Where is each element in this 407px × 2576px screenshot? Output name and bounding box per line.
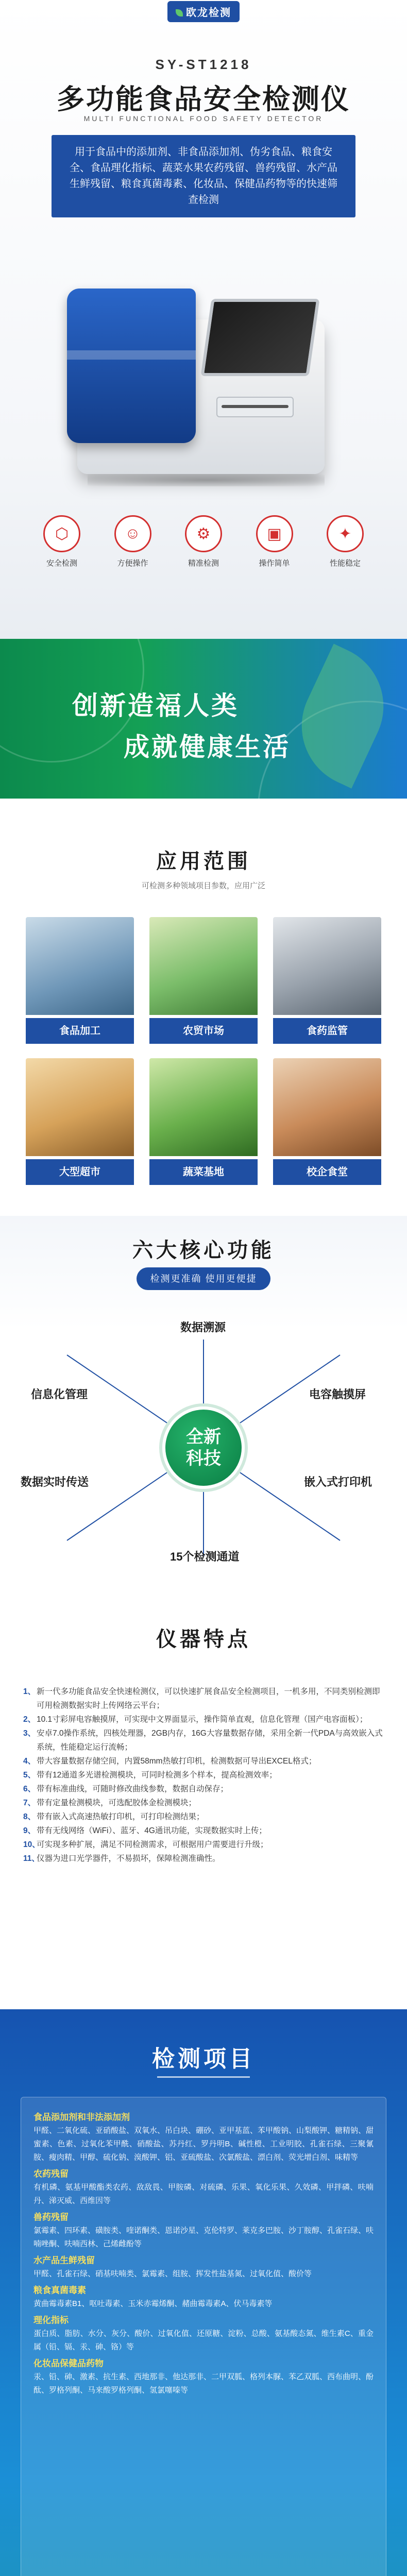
feature-text: 安卓7.0操作系统，四核处理器，2GB内存，16G大容量数据存储，采用全新一代PDA与高效嵌入式系统，性能稳定运行流畅； xyxy=(37,1729,383,1752)
app-card-farmers-market xyxy=(149,917,258,1046)
list-item: 2、 10.1寸彩屏电容触摸屏，可实现中文界面显示，操作简单直观，信息化管理（国产电容面板）； xyxy=(23,1715,368,1724)
photo-canteen xyxy=(273,1058,381,1156)
test-category-name: 农药残留 xyxy=(33,2169,69,2179)
instrument-title: 仪器特点 xyxy=(156,1628,251,1651)
node-realtime-upload: 数据实时传送 xyxy=(21,1476,89,1488)
feature-text: 10.1寸彩屏电容触摸屏，可实现中文界面显示，操作简单直观，信息化管理（国产电容面板）； xyxy=(37,1715,368,1724)
app-card-label: 大型超市 xyxy=(26,1159,134,1185)
device-screen xyxy=(200,299,319,376)
feature-label: 方便操作 xyxy=(117,559,148,568)
test-category-items: 有机磷、氨基甲酸酯类农药、敌敌畏、甲胺磷、对硫磷、乐果、氧化乐果、久效磷、甲拌磷、呋喃丹、涕灭威、西维因等 xyxy=(33,2183,374,2205)
hub-line-2: 科技 xyxy=(186,1449,221,1468)
test-category-items: 甲醛、二氧化硫、亚硝酸盐、双氧水、吊白块、硼砂、亚甲基蓝、苯甲酸钠、山梨酸钾、糖精钠、甜蜜素、色素、过氧化苯甲酰、硝酸盐、苏丹红、罗丹明B、碱性橙、工业明胶、孔雀石绿、三聚氰胺、瘦肉精、甲醇、硫化钠、溴酸钾、铝、亚硫酸盐、次氯酸盐、漂白剂、荧光增白剂、味精等 xyxy=(33,2126,374,2162)
device-image xyxy=(67,289,335,484)
test-items-box xyxy=(21,2097,386,2576)
test-category-items: 甲醛、孔雀石绿、硝基呋喃类、氯霉素、组胺、挥发性盐基氮、过氧化值、酸价等 xyxy=(33,2269,312,2278)
feature-label: 操作简单 xyxy=(259,559,290,568)
list-item: 11、 仪器为进口光学器件，不易损坏，保障检测准确性。 xyxy=(23,1854,221,1863)
title-underline xyxy=(157,2076,250,2078)
slogan-line-2: 成就健康生活 xyxy=(124,733,291,761)
feature-text: 带有12通道多光谱检测模块，可同时检测多个样本，提高检测效率； xyxy=(37,1771,277,1780)
app-card-label: 食药监管 xyxy=(273,1018,381,1044)
node-data-trace: 数据溯源 xyxy=(180,1321,226,1334)
page-subtitle: MULTI FUNCTIONAL FOOD SAFETY DETECTOR xyxy=(83,114,324,123)
app-card-supermarket xyxy=(26,1058,134,1187)
test-category-name: 兽药残留 xyxy=(33,2212,69,2222)
slogan-banner xyxy=(0,639,407,799)
hero-section xyxy=(0,0,407,639)
smile-icon: ☺ xyxy=(114,515,151,552)
node-touch-screen: 电容触摸屏 xyxy=(309,1388,366,1401)
feature-text: 仪器为进口光学器件，不易损坏，保障检测准确性。 xyxy=(37,1854,221,1863)
feature-text: 带有定量检测模块，可选配胶体金检测模块； xyxy=(37,1799,197,1807)
leaf-icon xyxy=(176,9,183,16)
test-category-items: 氯霉素、四环素、磺胺类、喹诺酮类、恩诺沙星、克伦特罗、莱克多巴胺、沙丁胺醇、孔雀石绿、呋喃唑酮、呋喃西林、己烯雌酚等 xyxy=(33,2226,374,2248)
feature-text: 带有标准曲线，可随时修改曲线参数，数据自动保存； xyxy=(37,1785,229,1793)
feature-item xyxy=(173,515,234,568)
brand-logo xyxy=(167,1,240,22)
test-category-items: 黄曲霉毒素B1、呕吐毒素、玉米赤霉烯酮、赭曲霉毒素A、伏马毒素等 xyxy=(33,2299,273,2308)
list-item: 8、 带有嵌入式高速热敏打印机，可打印检测结果； xyxy=(23,1812,205,1821)
feature-text: 可实现多种扩展，满足不同检测需求，可根据用户需要进行升级； xyxy=(37,1840,268,1849)
app-card-food-processing xyxy=(26,917,134,1046)
test-category-items: 蛋白质、脂肪、水分、灰分、酸价、过氧化值、还原糖、淀粉、总酸、氨基酸态氮、维生素C、重金属（铅、镉、汞、砷、铬）等 xyxy=(33,2329,374,2351)
device-lid xyxy=(67,289,196,443)
test-category-name: 粮食真菌毒素 xyxy=(33,2285,86,2295)
application-grid xyxy=(26,917,381,1187)
test-category-items: 汞、铅、砷、激素、抗生素、西地那非、他达那非、二甲双胍、格列本脲、苯乙双胍、西布曲明、酚酞、罗格列酮、马来酸罗格列酮、氢氯噻嗪等 xyxy=(33,2372,374,2395)
feature-label: 性能稳定 xyxy=(329,559,361,568)
app-card-canteen xyxy=(273,1058,381,1187)
feature-icons-row xyxy=(31,515,376,568)
panel-icon: ▣ xyxy=(256,515,293,552)
feature-item xyxy=(314,515,376,568)
test-items-title: 检测项目 xyxy=(152,2046,255,2072)
list-item: 1、 新一代多功能食品安全快速检测仪，可以快速扩展食品安全检测项目，一机多用，不同类别检测即可用检测数据实时上传网络云平台； xyxy=(23,1687,380,1710)
star-icon: ✦ xyxy=(327,515,364,552)
test-items-section xyxy=(0,2009,407,2576)
feature-label: 安全检测 xyxy=(46,559,77,568)
application-title: 应用范围 xyxy=(156,850,251,873)
device-shadow xyxy=(88,474,325,486)
list-item: 10、 可实现多种扩展，满足不同检测需求，可根据用户需要进行升级； xyxy=(23,1840,268,1849)
node-printer: 嵌入式打印机 xyxy=(304,1476,372,1488)
model-number: SY-ST1218 xyxy=(155,57,252,72)
app-card-label: 食品加工 xyxy=(26,1018,134,1044)
logo-bar xyxy=(0,0,407,23)
feature-text: 带大容量数据存储空间，内置58mm热敏打印机，检测数据可导出EXCEL格式； xyxy=(37,1757,317,1766)
list-item: 6、 带有标准曲线，可随时修改曲线参数，数据自动保存； xyxy=(23,1785,229,1793)
hub-line-1: 全新 xyxy=(186,1427,221,1447)
brand-name: 欧龙检测 xyxy=(186,7,231,19)
app-card-label: 校企食堂 xyxy=(273,1159,381,1185)
node-info-management: 信息化管理 xyxy=(31,1388,88,1401)
app-card-label: 农贸市场 xyxy=(149,1018,258,1044)
feature-label: 精准检测 xyxy=(188,559,219,568)
feature-text: 新一代多功能食品安全快速检测仪，可以快速扩展食品安全检测项目，一机多用，不同类别检测即可用检测数据实时上传网络云平台； xyxy=(37,1687,380,1710)
photo-vegetable-base xyxy=(149,1058,258,1156)
test-category-name: 水产品生鲜残留 xyxy=(33,2256,95,2265)
instrument-feature-list xyxy=(23,1685,384,1866)
list-item: 7、 带有定量检测模块，可选配胶体金检测模块； xyxy=(23,1799,197,1807)
feature-item xyxy=(244,515,306,568)
feature-text: 带有嵌入式高速热敏打印机，可打印检测结果； xyxy=(37,1812,205,1821)
app-card-vegetable-base xyxy=(149,1058,258,1187)
feature-item xyxy=(102,515,164,568)
test-category-name: 理化指标 xyxy=(33,2315,69,2325)
core-tagline: 检测更准确 使用更便捷 xyxy=(137,1267,270,1290)
intro-text: 用于食品中的添加剂、非食品添加剂、伪劣食品、粮食安全、食品理化指标、蔬菜水果农药残留、兽药残留、水产品生鲜残留、粮食真菌毒素、化妆品、保健品药物等的快速筛查检测 xyxy=(52,135,355,217)
list-item: 9、 带有无线网络（WiFi）、蓝牙、4G通讯功能，实现数据实时上传； xyxy=(23,1826,267,1835)
node-channels: 15个检测通道 xyxy=(170,1550,240,1563)
gear-icon: ⚙ xyxy=(185,515,222,552)
test-category-name: 食品添加剂和非法添加剂 xyxy=(33,2112,130,2122)
list-item: 5、 带有12通道多光谱检测模块，可同时检测多个样本，提高检测效率； xyxy=(23,1771,277,1780)
core-title: 六大核心功能 xyxy=(132,1239,275,1262)
photo-supermarket xyxy=(26,1058,134,1156)
feature-text: 带有无线网络（WiFi）、蓝牙、4G通讯功能，实现数据实时上传； xyxy=(37,1826,267,1835)
list-item: 3、 安卓7.0操作系统，四核处理器，2GB内存，16G大容量数据存储，采用全新一代PDA与高效嵌入式系统，性能稳定运行流畅； xyxy=(23,1729,383,1752)
photo-regulation xyxy=(273,917,381,1015)
photo-farmers-market xyxy=(149,917,258,1015)
app-card-regulation xyxy=(273,917,381,1046)
test-category-name: 化妆品保健品药物 xyxy=(33,2359,104,2368)
core-diagram xyxy=(0,1319,407,1577)
feature-item xyxy=(31,515,93,568)
safety-icon: ⬡ xyxy=(43,515,80,552)
page-title: 多功能食品安全检测仪 xyxy=(57,84,350,115)
application-subtitle: 可检测多种领域项目参数，应用广泛 xyxy=(141,882,265,890)
list-item: 4、 带大容量数据存储空间，内置58mm热敏打印机，检测数据可导出EXCEL格式； xyxy=(23,1757,317,1766)
lid-stripe xyxy=(67,350,196,360)
app-card-label: 蔬菜基地 xyxy=(149,1159,258,1185)
printer-slot xyxy=(222,405,289,408)
slogan-line-1: 创新造福人类 xyxy=(72,691,239,720)
photo-food-processing xyxy=(26,917,134,1015)
core-hub xyxy=(162,1406,245,1489)
